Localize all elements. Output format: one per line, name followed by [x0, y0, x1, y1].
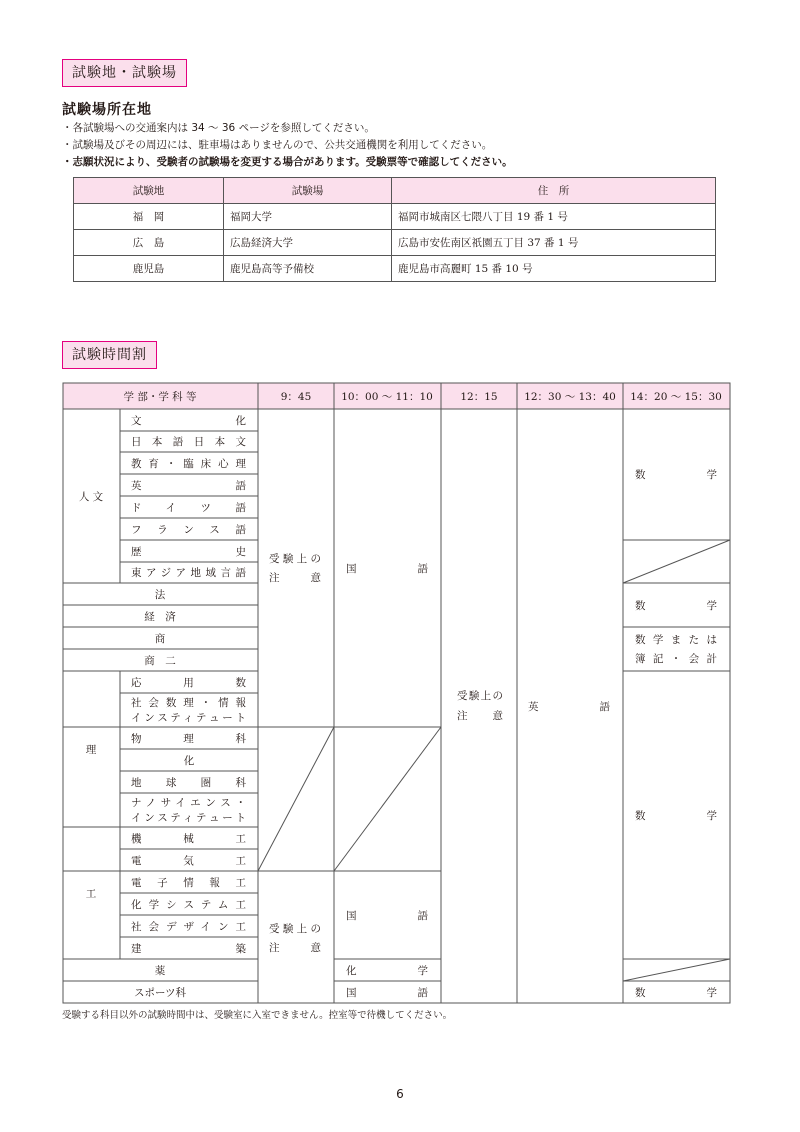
- section-tag-exam-location: 試験地・試験場: [62, 59, 187, 87]
- faculty-group-label: 理: [85, 744, 97, 756]
- department-label: 文 化: [131, 415, 246, 427]
- department-label: 薬: [154, 965, 166, 977]
- department-label: ドイツ語: [131, 502, 246, 514]
- table-cell: 鹿児島: [74, 256, 224, 282]
- column-header: 12：30 ～ 13：40: [524, 391, 616, 403]
- department-label: 経 済: [144, 611, 176, 623]
- schedule-cell-text: 数 学: [635, 469, 717, 481]
- department-label: 東アジア地域言語: [131, 567, 246, 579]
- schedule-cell-text: 受験上の: [269, 553, 321, 565]
- department-label: 電子情報工: [131, 877, 246, 889]
- department-label: 法: [154, 589, 166, 601]
- schedule-cell-text: 注 意: [269, 942, 321, 954]
- note-item: ・試験場及びその周辺には、駐車場はありませんので、公共交通機関を利用してください。: [62, 139, 493, 151]
- department-label: 物理科: [131, 733, 246, 745]
- department-label: 電気工: [131, 855, 246, 867]
- department-label: 社会デザイン工: [131, 921, 246, 933]
- department-label: スポーツ科: [133, 987, 187, 999]
- schedule-cell-text: 数 学: [635, 600, 717, 612]
- schedule-cell-text: 国 語: [346, 563, 428, 575]
- department-label: ナノサイエンス・: [131, 797, 246, 809]
- schedule-cell-text: 注 意: [457, 710, 503, 722]
- department-label: 建 築: [131, 943, 246, 955]
- schedule-cells: [269, 468, 718, 999]
- department-label: 社会数理・情報: [131, 697, 246, 709]
- table-cell: 福 岡: [74, 204, 224, 230]
- schedule-cell-text: 国 語: [346, 910, 428, 922]
- department-label: 日本語日本文: [131, 436, 246, 448]
- note-item: ・志願状況により、受験者の試験場を変更する場合があります。受験票等で確認してください。: [62, 156, 513, 168]
- exam-location-heading: 試験場所在地: [62, 102, 152, 118]
- table-cell: 広島市安佐南区祇園五丁目 37 番 1 号: [392, 230, 716, 256]
- column-header: 試験場: [224, 178, 392, 204]
- schedule-cell-text: 国 語: [346, 987, 428, 999]
- slash-mark: [623, 959, 730, 981]
- department-label: 商 二: [144, 655, 176, 667]
- department-label: 地球圏科: [131, 777, 246, 789]
- slash-mark: [334, 727, 441, 871]
- schedule-cell-text: 数 学: [635, 810, 717, 822]
- department-label: インスティテュート: [131, 712, 246, 724]
- column-header: 住 所: [392, 178, 716, 204]
- schedule-cell-text: 簿記・会計: [635, 653, 717, 665]
- department-label: 応用数: [131, 677, 246, 689]
- table-cell: 鹿児島高等予備校: [224, 256, 392, 282]
- column-header: 9：45: [280, 391, 312, 403]
- table-cell: 鹿児島市高麗町 15 番 10 号: [392, 256, 716, 282]
- department-label: 機械工: [131, 833, 246, 845]
- schedule-cell-text: 受験上の: [269, 923, 321, 935]
- table-cell: 福岡市城南区七隈八丁目 19 番 1 号: [392, 204, 716, 230]
- department-label: 英 語: [131, 480, 246, 492]
- department-label: フランス語: [131, 524, 246, 536]
- department-label: 歴 史: [131, 546, 246, 558]
- note-item: ・各試験場への交通案内は 34 ～ 36 ページを参照してください。: [62, 122, 375, 134]
- column-header: 12：15: [460, 391, 498, 403]
- department-label: 商: [154, 633, 166, 645]
- slash-mark: [623, 540, 730, 583]
- table-cell: 福岡大学: [224, 204, 392, 230]
- department-label: 化: [183, 755, 195, 767]
- department-label: 教育・臨床心理: [131, 458, 246, 470]
- schedule-cell-text: 受験上の: [457, 690, 503, 702]
- timetable-footnote: 受験する科目以外の試験時間中は、受験室に入室できません。控室等で待機してください。: [62, 1010, 453, 1021]
- faculty-group-label: 工: [85, 888, 97, 900]
- column-header: 14：20 ～ 15：30: [630, 391, 722, 403]
- column-header: 学 部・学 科 等: [123, 391, 197, 403]
- table-cell: 広 島: [74, 230, 224, 256]
- department-labels: [131, 414, 247, 999]
- schedule-cell-text: 英 語: [528, 701, 610, 713]
- slash-mark: [258, 727, 334, 871]
- table-cell: 広島経済大学: [224, 230, 392, 256]
- column-header: 10：00 ～ 11：10: [341, 391, 433, 403]
- schedule-cell-text: 注 意: [269, 572, 321, 584]
- schedule-cell-text: 数 学: [635, 987, 717, 999]
- department-label: 化学システム工: [131, 899, 246, 911]
- faculty-group-label: 人 文: [78, 491, 104, 503]
- page-number: 6: [396, 1087, 404, 1101]
- schedule-cell-text: 数学または: [635, 634, 717, 646]
- schedule-cell-text: 化 学: [346, 965, 428, 977]
- department-label: インスティテュート: [131, 812, 246, 824]
- column-header: 試験地: [74, 178, 224, 204]
- section-tag-timetable: 試験時間割: [62, 341, 157, 369]
